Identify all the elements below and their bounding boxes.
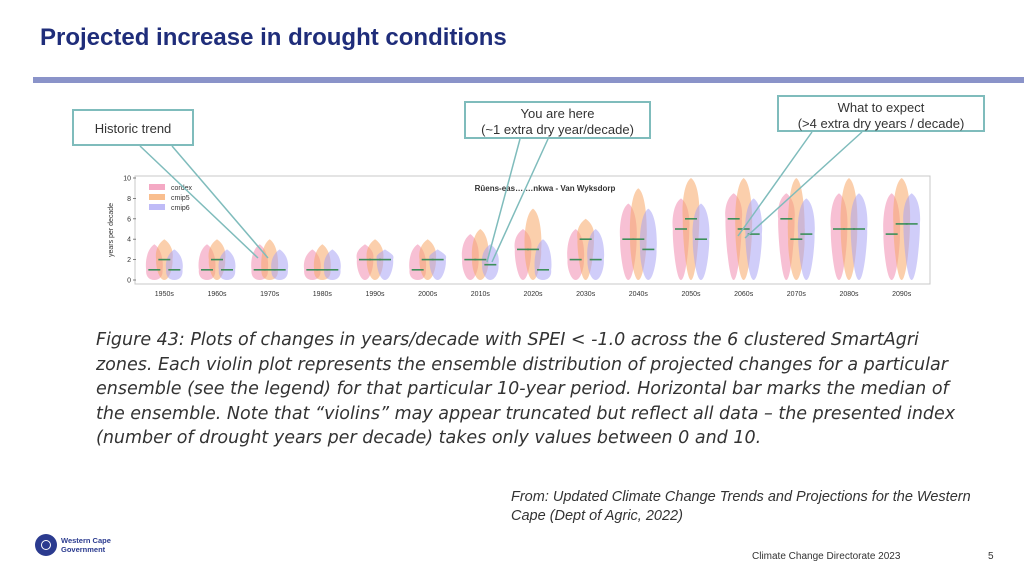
footer-text: Climate Change Directorate 2023 [752, 551, 901, 562]
x-tick-label: 1990s [365, 291, 385, 298]
x-tick-label: 2030s [576, 291, 596, 298]
source-note: From: Updated Climate Change Trends and Projections for the Western Cape (Dept of Agric, 2022) [511, 489, 971, 524]
x-tick-label: 2010s [470, 291, 490, 298]
leader-line-here-1 [487, 139, 520, 262]
slide-title: Projected increase in drought conditions [40, 24, 507, 51]
logo-line-1: Western Cape [61, 536, 111, 545]
x-tick-label: 1980s [312, 291, 332, 298]
leader-line-historic-2 [172, 146, 268, 258]
callout-here-line2: (~1 extra dry year/decade) [481, 122, 634, 137]
callout-expect-line2: (>4 extra dry years / decade) [797, 116, 965, 131]
x-tick-label: 1960s [207, 291, 227, 298]
y-tick-label: 4 [127, 236, 131, 244]
callout-here-line1: You are here [520, 106, 595, 121]
x-tick-label: 2070s [786, 291, 806, 298]
government-logo [35, 534, 111, 556]
x-tick-label: 2050s [681, 291, 701, 298]
crest-icon [35, 534, 57, 556]
legend-label-cordex: cordex [171, 185, 193, 192]
leader-line-here-2 [492, 139, 548, 262]
y-axis-label: years per decade [108, 202, 115, 258]
legend-label-cmip6: cmip6 [171, 205, 190, 212]
leader-line-expect-1 [738, 132, 812, 236]
logo-line-2: Government [61, 545, 106, 554]
y-tick-label: 0 [127, 277, 131, 285]
page-number: 5 [988, 551, 994, 562]
x-tick-label: 2000s [418, 291, 438, 298]
x-tick-label: 2090s [892, 291, 912, 298]
leader-line-expect-2 [745, 132, 862, 238]
x-tick-label: 1970s [260, 291, 280, 298]
x-tick-label: 2080s [839, 291, 859, 298]
y-tick-label: 2 [127, 257, 131, 265]
x-tick-label: 1950s [154, 291, 174, 298]
y-tick-label: 6 [127, 216, 131, 224]
callout-expect-line1: What to expect [837, 100, 925, 115]
callout-historic-text: Historic trend [94, 121, 172, 136]
legend-label-cmip5: cmip5 [171, 195, 190, 202]
figure-caption: Figure 43: Plots of changes in years/decade with SPEI < -1.0 across the 6 clustered SmartAgri zones. Each violin plot represents the ensemble distribution of projected changes for a particular ensemble (see the legend) for that particular 10-year period. Horizontal bar marks the median of the ensemble. Note that “violins” may appear truncated but reflect all data – the presented index (number of drought years per decade) takes only values between 0 and 10. [96, 330, 956, 448]
y-tick-label: 8 [127, 195, 131, 203]
y-tick-label: 10 [123, 175, 131, 183]
chart-title: Rûens-eas… …nkwa - Van Wyksdorp [474, 184, 616, 193]
x-tick-label: 2060s [734, 291, 754, 298]
leader-line-historic-1 [140, 146, 258, 258]
x-tick-label: 2020s [523, 291, 543, 298]
x-tick-label: 2040s [628, 291, 648, 298]
